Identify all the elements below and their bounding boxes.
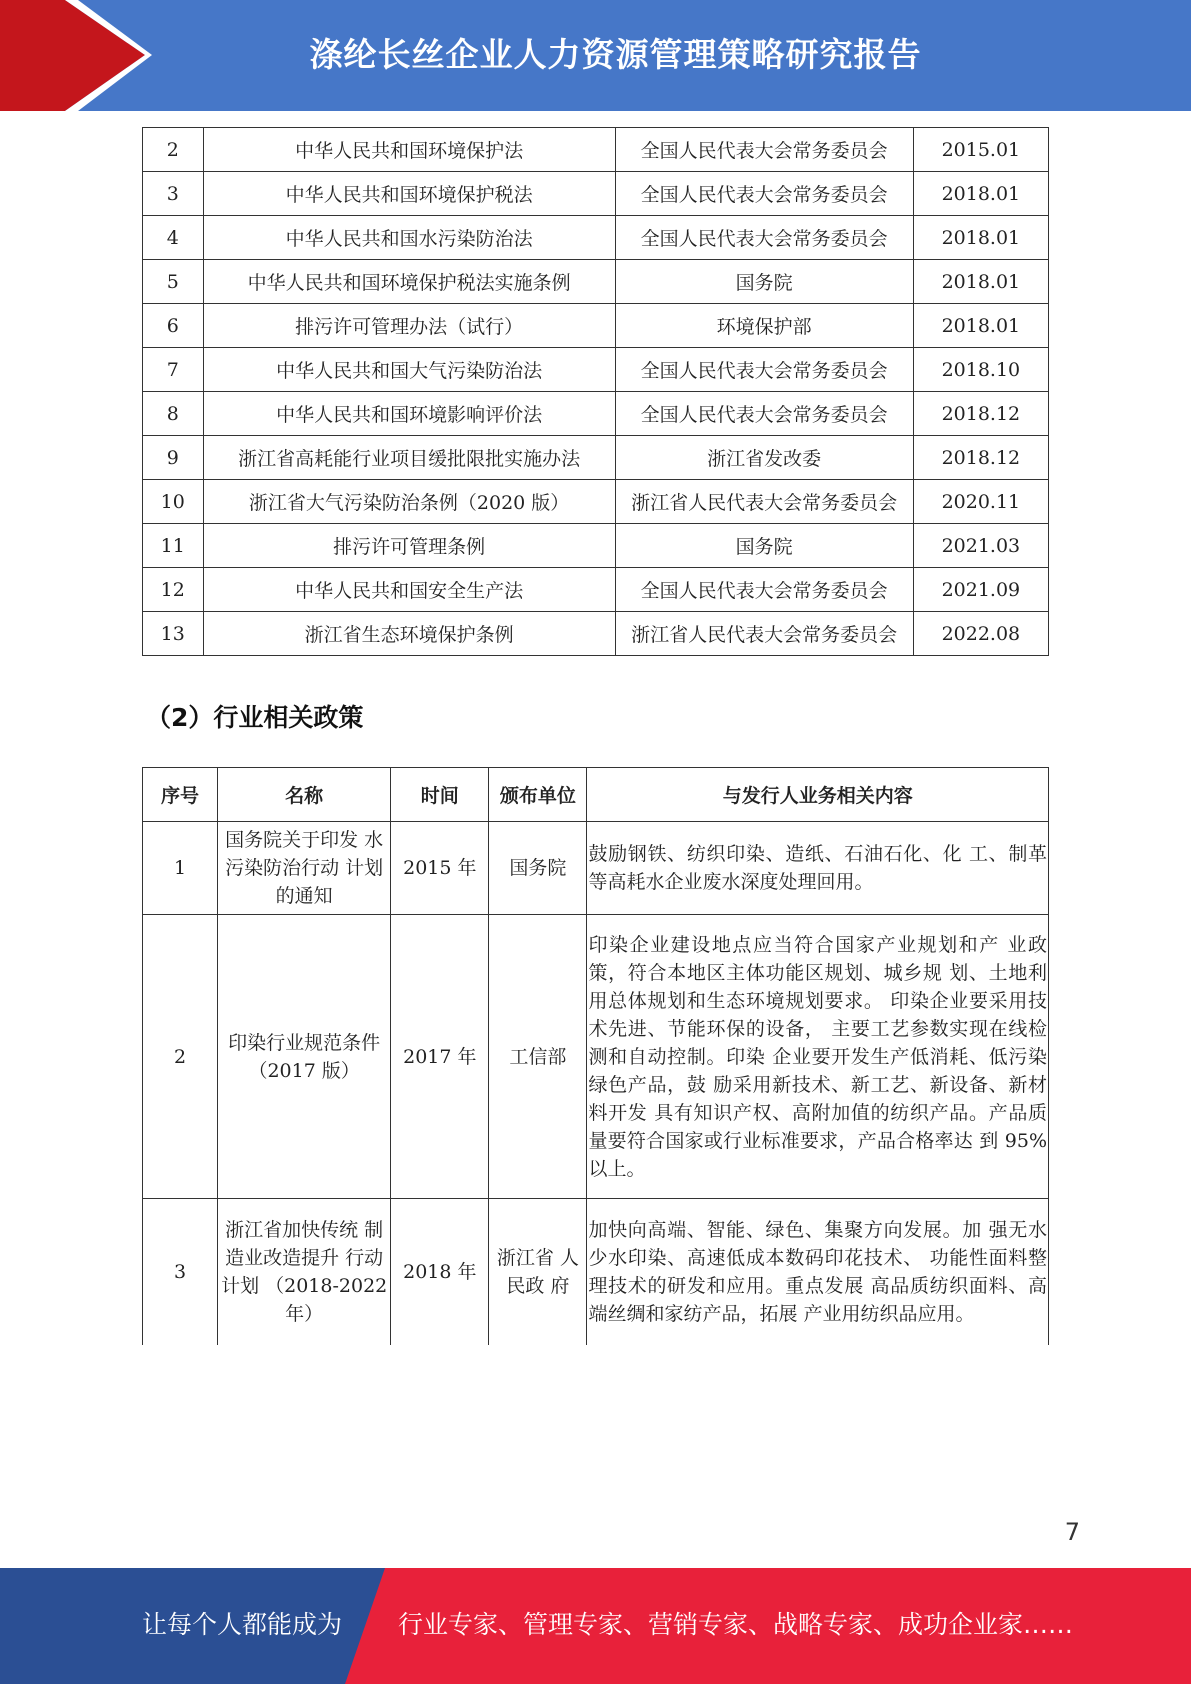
reg-name: 中华人民共和国环境保护税法	[203, 172, 615, 216]
reg-date: 2018.01	[913, 172, 1048, 216]
policy-time: 2017 年	[391, 915, 489, 1199]
policy-no: 2	[143, 915, 218, 1199]
policy-no: 1	[143, 822, 218, 915]
header-no: 序号	[143, 768, 218, 822]
table-row	[143, 1199, 1049, 1346]
reg-no: 8	[143, 392, 204, 436]
footer-slogan-left: 让每个人都能成为	[142, 1610, 343, 1639]
reg-no: 3	[143, 172, 204, 216]
reg-no: 7	[143, 348, 204, 392]
reg-no: 5	[143, 260, 204, 304]
table-row	[143, 480, 1049, 524]
table-row	[143, 915, 1049, 1199]
reg-date: 2021.09	[913, 568, 1048, 612]
page-header	[0, 0, 1191, 111]
report-title: 涤纶长丝企业人力资源管理策略研究报告	[309, 34, 922, 74]
reg-date: 2020.11	[913, 480, 1048, 524]
reg-no: 12	[143, 568, 204, 612]
reg-no: 6	[143, 304, 204, 348]
reg-issuer: 国务院	[615, 524, 913, 568]
table-row	[143, 172, 1049, 216]
header-content: 与发行人业务相关内容	[587, 768, 1049, 822]
policy-org: 浙江省 人民政 府	[489, 1199, 587, 1346]
table-row	[143, 348, 1049, 392]
page-number: 7	[1064, 1518, 1080, 1546]
policy-org: 国务院	[489, 822, 587, 915]
section-title: （2）行业相关政策	[146, 703, 364, 732]
reg-no: 9	[143, 436, 204, 480]
table-row	[143, 822, 1049, 915]
reg-name: 排污许可管理条例	[203, 524, 615, 568]
reg-name: 中华人民共和国环境影响评价法	[203, 392, 615, 436]
reg-no: 10	[143, 480, 204, 524]
header-time: 时间	[391, 768, 489, 822]
header-name: 名称	[218, 768, 391, 822]
reg-date: 2018.10	[913, 348, 1048, 392]
reg-name: 浙江省大气污染防治条例（2020 版）	[203, 480, 615, 524]
reg-issuer: 浙江省人民代表大会常务委员会	[615, 480, 913, 524]
reg-issuer: 浙江省人民代表大会常务委员会	[615, 612, 913, 656]
policy-org: 工信部	[489, 915, 587, 1199]
reg-date: 2018.12	[913, 436, 1048, 480]
policy-time: 2018 年	[391, 1199, 489, 1346]
reg-date: 2021.03	[913, 524, 1048, 568]
reg-issuer: 环境保护部	[615, 304, 913, 348]
reg-issuer: 浙江省发改委	[615, 436, 913, 480]
policy-content: 加快向高端、智能、绿色、集聚方向发展。加 强无水少水印染、高速低成本数码印花技术、 功能性面料整理技术的研发和应用。重点发展 高品质纺织面料、高端丝绸和家纺产品，拓展 产业用纺织品应用。	[587, 1199, 1049, 1346]
reg-name: 中华人民共和国水污染防治法	[203, 216, 615, 260]
policy-content: 鼓励钢铁、纺织印染、造纸、石油石化、化 工、制革等高耗水企业废水深度处理回用。	[587, 822, 1049, 915]
reg-name: 浙江省高耗能行业项目缓批限批实施办法	[203, 436, 615, 480]
reg-issuer: 国务院	[615, 260, 913, 304]
policy-table	[142, 767, 1049, 1345]
regulations-table	[142, 127, 1049, 656]
table-row	[143, 128, 1049, 172]
reg-date: 2015.01	[913, 128, 1048, 172]
table-row	[143, 568, 1049, 612]
reg-name: 排污许可管理办法（试行）	[203, 304, 615, 348]
reg-date: 2018.01	[913, 304, 1048, 348]
reg-no: 11	[143, 524, 204, 568]
page-footer	[0, 1568, 1191, 1684]
reg-date: 2018.01	[913, 216, 1048, 260]
reg-name: 中华人民共和国安全生产法	[203, 568, 615, 612]
reg-name: 中华人民共和国大气污染防治法	[203, 348, 615, 392]
policy-content: 印染企业建设地点应当符合国家产业规划和产 业政策，符合本地区主体功能区规划、城乡规 划、土地利用总体规划和生态环境规划要求。 印染企业要采用技术先进、节能环保的设备， 主要工艺参数实现在线检测和自动控制。印染 企业要开发生产低消耗、低污染绿色产品，鼓 励采用新技术、新工艺、新设备、新材料开发 具有知识产权、高附加值的纺织产品。产品质 量要符合国家或行业标准要求，产品合格率达 到 95%以上。	[587, 915, 1049, 1199]
table-row	[143, 216, 1049, 260]
policy-name: 印染行业规范条件（2017 版）	[218, 915, 391, 1199]
header-org: 颁布单位	[489, 768, 587, 822]
reg-issuer: 全国人民代表大会常务委员会	[615, 172, 913, 216]
table-row	[143, 392, 1049, 436]
table-row	[143, 612, 1049, 656]
reg-issuer: 全国人民代表大会常务委员会	[615, 568, 913, 612]
table-row	[143, 304, 1049, 348]
policy-table-header-row	[143, 768, 1049, 822]
reg-date: 2018.12	[913, 392, 1048, 436]
policy-time: 2015 年	[391, 822, 489, 915]
policy-no: 3	[143, 1199, 218, 1346]
reg-issuer: 全国人民代表大会常务委员会	[615, 392, 913, 436]
reg-name: 中华人民共和国环境保护税法实施条例	[203, 260, 615, 304]
header-arrow-decoration	[0, 0, 200, 111]
policy-name: 浙江省加快传统 制造业改造提升 行动计划 （2018-2022 年）	[218, 1199, 391, 1346]
reg-issuer: 全国人民代表大会常务委员会	[615, 128, 913, 172]
reg-date: 2022.08	[913, 612, 1048, 656]
reg-name: 浙江省生态环境保护条例	[203, 612, 615, 656]
reg-no: 2	[143, 128, 204, 172]
table-row	[143, 260, 1049, 304]
reg-issuer: 全国人民代表大会常务委员会	[615, 348, 913, 392]
policy-name: 国务院关于印发 水污染防治行动 计划的通知	[218, 822, 391, 915]
table-row	[143, 524, 1049, 568]
reg-name: 中华人民共和国环境保护法	[203, 128, 615, 172]
footer-slogan-right: 行业专家、管理专家、营销专家、战略专家、成功企业家……	[398, 1610, 1074, 1639]
reg-issuer: 全国人民代表大会常务委员会	[615, 216, 913, 260]
reg-date: 2018.01	[913, 260, 1048, 304]
reg-no: 13	[143, 612, 204, 656]
table-row	[143, 436, 1049, 480]
reg-no: 4	[143, 216, 204, 260]
